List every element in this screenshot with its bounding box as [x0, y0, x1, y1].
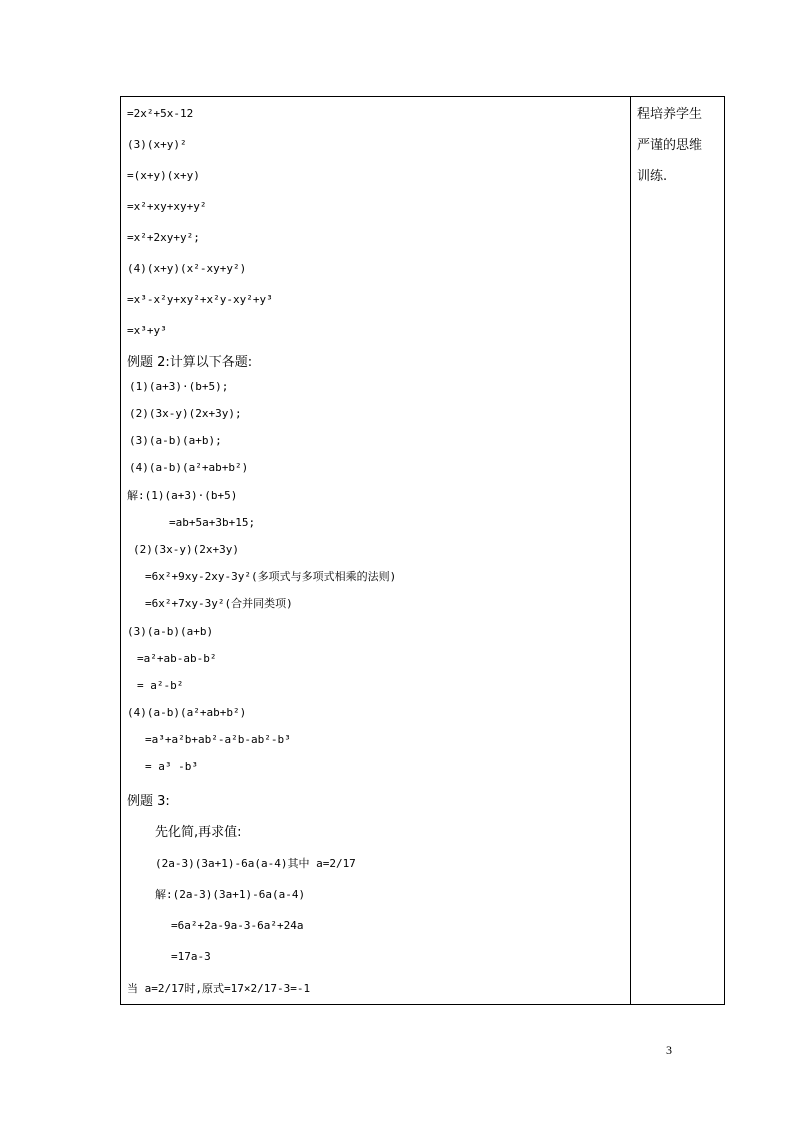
main-line: = a³ -b³: [145, 760, 198, 773]
main-line: =6x²+9xy-2xy-3y²(多项式与多项式相乘的法则): [145, 570, 397, 583]
main-line: (3)(x+y)²: [127, 138, 187, 151]
main-line: =2x²+5x-12: [127, 107, 194, 120]
main-line: (2a-3)(3a+1)-6a(a-4)其中 a=2/17: [155, 857, 356, 870]
main-line: =x³-x²y+xy²+x²y-xy²+y³: [127, 293, 273, 306]
side-line: 严谨的思维: [637, 138, 703, 153]
main-line: (4)(a-b)(a²+ab+b²): [129, 461, 249, 474]
notes-column: [631, 97, 724, 1004]
main-line: (3)(a-b)(a+b): [127, 625, 214, 638]
main-line: (4)(x+y)(x²-xy+y²): [127, 262, 247, 275]
main-line: 先化简,再求值:: [155, 825, 242, 840]
main-line: (3)(a-b)(a+b);: [129, 434, 222, 447]
main-line: (4)(a-b)(a²+ab+b²): [127, 706, 247, 719]
content-column: [121, 97, 630, 1004]
main-line: (2)(3x-y)(2x+3y): [133, 543, 239, 556]
side-line: 训练.: [637, 169, 668, 184]
main-line: 例题 3:: [127, 794, 170, 809]
main-line: =x²+2xy+y²;: [127, 231, 200, 244]
main-line: =6a²+2a-9a-3-6a²+24a: [171, 919, 304, 932]
main-line: =6x²+7xy-3y²(合并同类项): [145, 597, 293, 610]
main-line: (1)(a+3)·(b+5);: [129, 380, 229, 393]
main-line: =a³+a²b+ab²-a²b-ab²-b³: [145, 733, 291, 746]
side-line: 程培养学生: [637, 107, 703, 122]
main-line: =x³+y³: [127, 324, 167, 337]
lesson-table: [120, 96, 725, 1005]
page-number: 3: [666, 1043, 672, 1057]
main-line: =x²+xy+xy+y²: [127, 200, 207, 213]
main-line: 当 a=2/17时,原式=17×2/17-3=-1: [127, 982, 311, 995]
main-line: 例题 2:计算以下各题:: [127, 355, 253, 370]
main-line: 解:(1)(a+3)·(b+5): [127, 489, 238, 502]
main-line: 解:(2a-3)(3a+1)-6a(a-4): [155, 888, 306, 901]
main-line: = a²-b²: [137, 679, 184, 692]
main-line: (2)(3x-y)(2x+3y);: [129, 407, 242, 420]
main-line: =17a-3: [171, 950, 211, 963]
main-line: =a²+ab-ab-b²: [137, 652, 217, 665]
main-line: =(x+y)(x+y): [127, 169, 200, 182]
main-line: =ab+5a+3b+15;: [169, 516, 256, 529]
